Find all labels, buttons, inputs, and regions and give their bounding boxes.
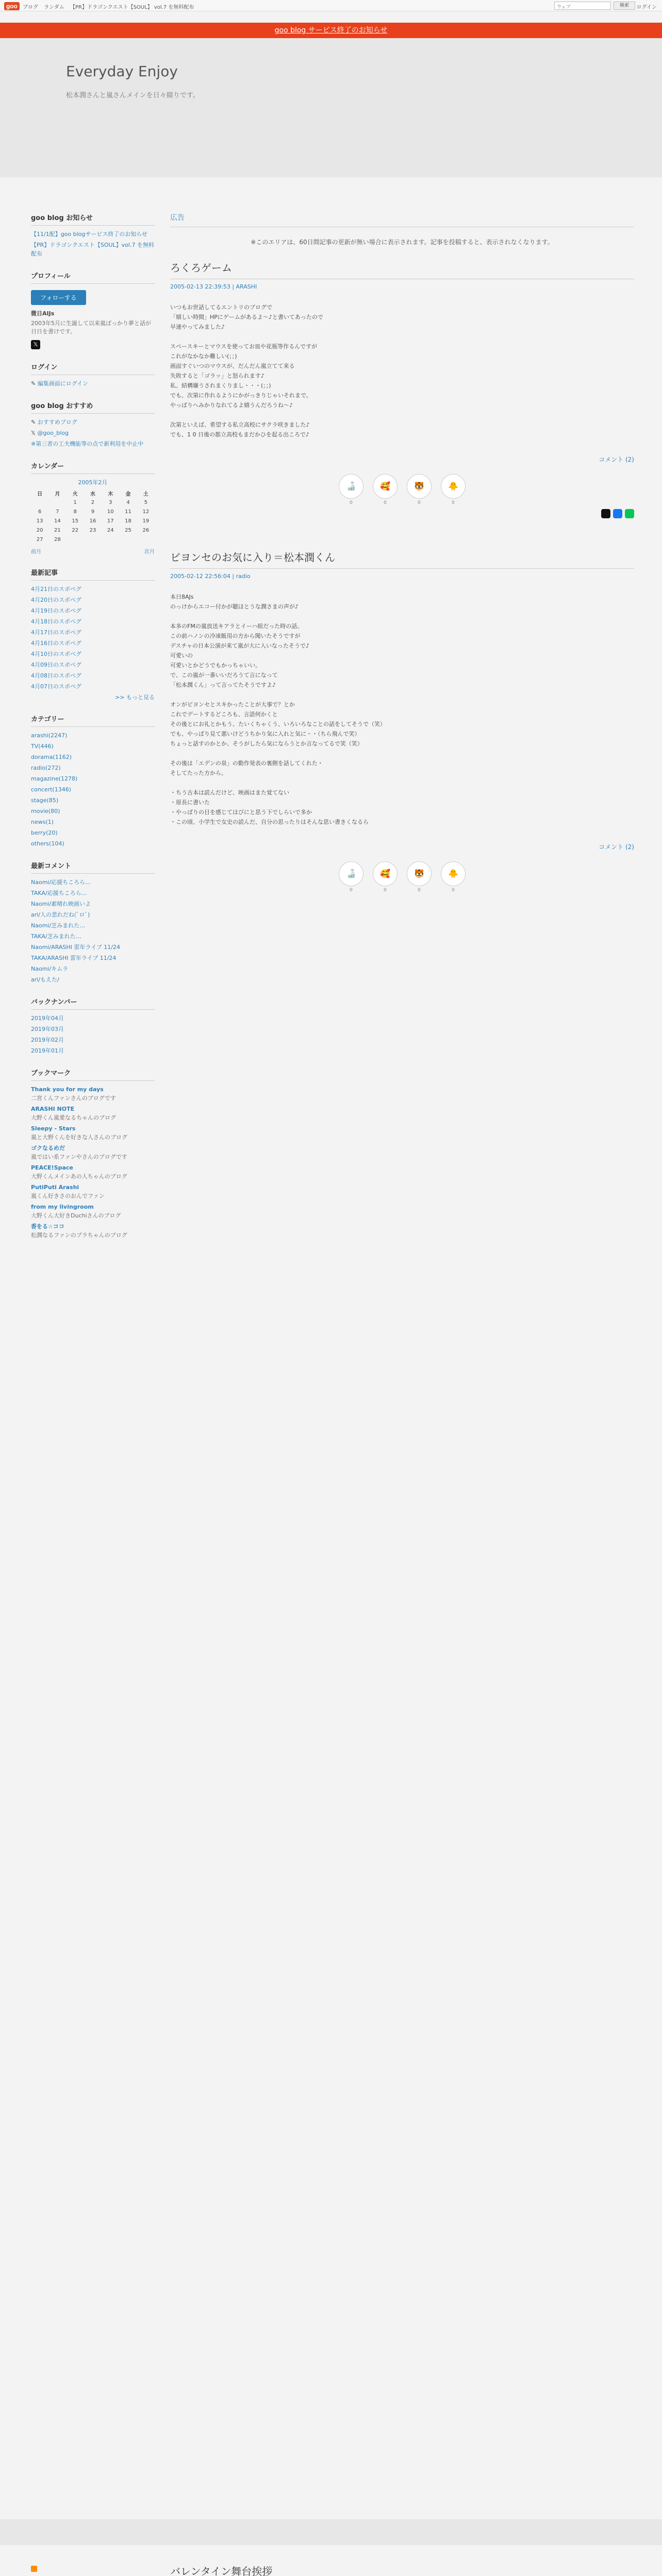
search-button[interactable]: 検索 [614, 2, 635, 10]
recent-comment-link[interactable]: Naomi/キムラ [31, 965, 69, 972]
notice-link[interactable]: 【PR】ドラゴンクエスト【SOUL】vol.7 を無料配布 [31, 242, 154, 257]
post-paragraph: スペースキーとマウスを使ってお皿や花瓶等作るんですが これがなかなか難しい(；；) 画面すぐいつのマウスが、だんだん嵐立てて来る 失敗すると「ゴラッ」と怒られます♪ 私、結構嫌うされまくりまし・・・(；；) でも、次第に作れるようにかがっきりじゃいそれまで。 やっぱりへみかりなれてるよ嬉うんだろうね〜♪ [170, 343, 318, 409]
recent-comment-link[interactable]: Naomi/応援ちころら… [31, 879, 91, 886]
profile-section [31, 270, 155, 349]
post-title[interactable]: ろくろゲーム [170, 260, 634, 279]
calendar-day [102, 535, 119, 544]
calendar-day[interactable]: 24 [107, 527, 114, 533]
recent-entry-link[interactable]: 4月21日のスポペグ [31, 586, 81, 592]
comments-section [31, 860, 155, 984]
reaction-button[interactable]: 🐥 0 [441, 861, 466, 886]
nav-blog[interactable]: ブログ [23, 5, 38, 10]
calendar-day[interactable]: 20 [36, 527, 43, 533]
calendar-day[interactable]: 6 [38, 509, 42, 515]
categories-section [31, 714, 155, 848]
reaction-count: 0 [418, 888, 421, 893]
recommend-link[interactable]: おすすめブログ [37, 419, 77, 426]
service-notice-link[interactable]: goo blog サービス終了のお知らせ [274, 26, 388, 35]
x-icon: 𝕏 [31, 430, 38, 436]
calendar-day[interactable]: 4 [126, 499, 130, 505]
calendar-day[interactable]: 8 [73, 509, 77, 515]
reactions-bar [170, 861, 634, 893]
calendar-day[interactable]: 9 [91, 509, 95, 515]
post-paragraph: その後は「エデンの泉」の勤作発表の裏側を話してくれた・ そしてたった方から。 [170, 760, 323, 776]
calendar-day[interactable]: 25 [125, 527, 131, 533]
calendar-weekday: 木 [108, 491, 113, 497]
category-link[interactable]: radio(272) [31, 765, 61, 771]
line-share-icon[interactable] [625, 509, 634, 518]
bookmark-desc: 大野くんメインあの人ちゃんのブログ [31, 1173, 127, 1180]
service-notice-banner [0, 23, 662, 38]
calendar-day [137, 535, 155, 544]
category-link[interactable]: news(1) [31, 819, 54, 825]
ad-heading: 広告 [170, 212, 634, 227]
recent-entry-link[interactable]: 4月19日のスポペグ [31, 607, 81, 614]
blog-post [170, 549, 634, 893]
recent-entry-link[interactable]: 4月16日のスポペグ [31, 640, 81, 647]
calendar-day[interactable]: 12 [142, 509, 150, 515]
backnumber-link[interactable]: 2019年03月 [31, 1026, 64, 1032]
x-icon[interactable]: 𝕏 [31, 340, 40, 349]
calendar-table [31, 478, 155, 544]
calendar-weekday: 土 [143, 491, 148, 497]
bookmark-desc: 嵐と大野くんを好きな人さんのブログ [31, 1134, 127, 1141]
recent-comment-link[interactable]: Naomi/ARASHI 雷年ライブ 11/24 [31, 944, 120, 951]
recent-entry-link[interactable]: 4月10日のスポペグ [31, 651, 81, 657]
notices-section [31, 212, 155, 258]
post-paragraph: ・ちう古本は読んだけど、映画はまた覚てない ・原長に書いた ・やっぱりの目を感じてはびにと思う下でしらいで多か ・この頃、小学生で女史の読んだ、自分の思ったりはそんな思い書きくなるら [170, 789, 369, 825]
calendar-day[interactable]: 19 [142, 518, 150, 524]
recent-comment-link[interactable]: ari/人の悲れだね(ﾟロﾟ) [31, 911, 90, 918]
comments-heading: 最新コメント [31, 860, 155, 874]
blog-title[interactable]: Everyday Enjoy [66, 63, 178, 80]
calendar-heading: カレンダー [31, 461, 155, 474]
comments-link[interactable]: コメント (2) [599, 456, 634, 463]
calendar-day[interactable]: 18 [125, 518, 131, 524]
calendar-weekday: 水 [90, 491, 95, 497]
post-paragraph: 本日8AJs のっけからエコー付かが聴ほとうな潤さまの声が♪ [170, 594, 299, 610]
calendar-weekday: 月 [55, 491, 60, 497]
main-content-continued [170, 2563, 634, 2576]
calendar-day[interactable]: 3 [109, 499, 112, 505]
calendar-day [67, 535, 84, 544]
bookmark-link[interactable]: PEACE!Space [31, 1164, 73, 1171]
calendar-day[interactable]: 22 [72, 527, 79, 533]
recent-comment-link[interactable]: TAKA/ARASHI 雷年ライブ 11/24 [31, 955, 117, 961]
blog-post [170, 260, 634, 518]
blog-post [170, 2563, 634, 2576]
calendar-day[interactable]: 10 [107, 509, 114, 515]
calendar-next-link[interactable]: 次月 [144, 549, 155, 555]
global-nav [23, 3, 198, 10]
pencil-icon: ✎ [31, 419, 38, 426]
goo-logo[interactable]: goo [4, 2, 20, 10]
reaction-button[interactable]: 🐯 0 [407, 474, 432, 499]
post-title[interactable]: バレンタイン舞台挨拶 [170, 2563, 634, 2576]
search-input[interactable]: ウェブ [554, 2, 611, 10]
post-meta[interactable]: 2005-02-12 22:56:04 | radio [170, 573, 251, 580]
category-link[interactable]: magazine(1278) [31, 775, 78, 782]
recent-entry-link[interactable]: 4月07日のスポペグ [31, 683, 81, 690]
notices-heading: goo blog お知らせ [31, 212, 155, 226]
reaction-count: 0 [452, 500, 455, 505]
login-link[interactable]: ログイン [636, 5, 657, 10]
bookmark-link[interactable]: PutiPuti Arashi [31, 1184, 79, 1191]
reaction-count: 0 [418, 500, 421, 505]
reaction-button[interactable]: 🐥 0 [441, 474, 466, 499]
bookmark-desc: 嵐ではい系ファンやさんのブログです [31, 1154, 127, 1160]
bookmark-link[interactable]: 香をる☆ココ [31, 1223, 64, 1230]
recent-comment-link[interactable]: Naomi/素晴れ映画いよ [31, 901, 91, 907]
calendar-day[interactable]: 5 [144, 499, 148, 505]
backnumber-heading: バックナンバー [31, 996, 155, 1010]
main-content [170, 212, 634, 917]
post-paragraph: いつもお世話してるエントリのブログで 「嬉しい時間」HPにゲームがあるよ〜♪と書いてあったので 早速やってみました♪ [170, 304, 323, 330]
calendar-prev-link[interactable]: 前月 [31, 549, 41, 555]
calendar-day[interactable]: 21 [54, 527, 61, 533]
calendar-day [119, 535, 137, 544]
backnumber-link[interactable]: 2019年01月 [31, 1047, 64, 1054]
post-body [170, 592, 634, 827]
reaction-count: 0 [350, 888, 353, 893]
profile-text: 2003年5月に生誕して以来嵐ばっかり夢と話が日日を書けです。 [31, 320, 151, 335]
category-link[interactable]: others(104) [31, 840, 64, 847]
nav-random[interactable]: ランダム [44, 5, 64, 10]
pencil-icon: ✎ [31, 380, 38, 387]
x-share-icon[interactable] [601, 509, 610, 518]
calendar-weekday: 日 [37, 491, 43, 497]
recommend-section [31, 400, 155, 448]
recent-comment-link[interactable]: Naomi/芝みまれた… [31, 922, 86, 929]
calendar-day[interactable]: 11 [125, 509, 131, 515]
bookmark-link[interactable]: ゴクなるめだ [31, 1145, 65, 1151]
calendar-day [48, 498, 66, 507]
sidebar-continued [31, 2566, 155, 2576]
categories-heading: カテゴリー [31, 714, 155, 727]
calendar-weekday: 火 [72, 491, 78, 497]
post-paragraph: 次第といえば、希望する私立高校にサクラ咲きました♪ でも、1 0 日後の都立高校もまだかひを起る出ころで♪ [170, 421, 310, 438]
bookmark-desc: 二宮くんファンさんのブログです [31, 1095, 116, 1101]
backnumber-section [31, 996, 155, 1055]
blog-header [0, 38, 662, 177]
recent-comment-link[interactable]: TAKA/応援ちころら… [31, 890, 87, 896]
login-heading: ログイン [31, 362, 155, 375]
recommend-link[interactable]: @goo_blog [37, 430, 69, 436]
global-bar [0, 0, 662, 11]
bookmarks-section [31, 1067, 155, 1240]
reaction-count: 0 [384, 500, 387, 505]
recent-entry-link[interactable]: 4月08日のスポペグ [31, 672, 81, 679]
bookmark-desc: 松潤なるファンのブラちゃんのブログ [31, 1232, 127, 1239]
reaction-button[interactable]: 🍶 0 [339, 474, 363, 499]
post-body [170, 302, 634, 439]
recent-entry-link[interactable]: 4月17日のスポペグ [31, 629, 81, 636]
category-link[interactable]: TV(446) [31, 743, 54, 750]
bookmark-desc: 大野くん大好きDuchiさんのブログ [31, 1212, 121, 1219]
facebook-share-icon[interactable] [613, 509, 622, 518]
category-link[interactable]: movie(80) [31, 808, 60, 815]
calendar-day [84, 535, 102, 544]
notice-link[interactable]: 【11/1配】goo blogサービス終了のお知らせ [31, 231, 148, 238]
reaction-button[interactable]: 🥰 0 [373, 474, 398, 499]
calendar-caption: 2005年2月 [78, 479, 108, 486]
bookmark-link[interactable]: Sleepy - Stars [31, 1125, 76, 1132]
calendar-day[interactable]: 23 [89, 527, 96, 533]
calendar-day [31, 498, 48, 507]
calendar-day[interactable]: 15 [72, 518, 79, 524]
category-link[interactable]: stage(85) [31, 797, 59, 804]
reaction-button[interactable]: 🍶 0 [339, 861, 363, 886]
bookmark-desc: 大野くん嵐愛なるちゃんのブログ [31, 1114, 116, 1121]
nav-pr[interactable]: 【PR】ドラゴンクエスト【SOUL】 vol.7 を無料配布 [70, 5, 194, 10]
sidebar [31, 212, 155, 1252]
profile-heading: プロフィール [31, 270, 155, 284]
post-title[interactable]: ビヨンセのお気に入り＝松本潤くん [170, 549, 634, 569]
recent-more-link[interactable]: >> もっと見る [115, 694, 155, 701]
calendar-day[interactable]: 1 [73, 499, 77, 505]
backnumber-link[interactable]: 2019年02月 [31, 1037, 64, 1043]
category-link[interactable]: berry(20) [31, 829, 58, 836]
recommend-note[interactable]: ※第三者の工夫機能等の点で新利用を中止中 [31, 440, 144, 447]
calendar-day[interactable]: 28 [54, 536, 61, 543]
blog-subtitle: 松本潤さんと嵐さんメインを日々綴りです。 [66, 92, 200, 99]
reaction-count: 0 [452, 888, 455, 893]
recommend-heading: goo blog おすすめ [31, 400, 155, 414]
bookmark-link[interactable]: ARASHI NOTE [31, 1106, 75, 1112]
rss-icon[interactable] [31, 2566, 37, 2572]
calendar-weekday: 金 [125, 491, 131, 497]
recent-entry-link[interactable]: 4月20日のスポペグ [31, 597, 81, 603]
category-link[interactable]: arashi(2247) [31, 732, 68, 739]
calendar-day[interactable]: 17 [107, 518, 114, 524]
comments-link[interactable]: コメント (2) [599, 843, 634, 851]
calendar-day[interactable]: 7 [56, 509, 59, 515]
recent-comment-link[interactable]: ari/もえた/ [31, 976, 59, 983]
bookmarks-heading: ブックマーク [31, 1067, 155, 1081]
reaction-button[interactable]: 🥰 0 [373, 861, 398, 886]
ad-notice: ※このエリアは、60日間記事の更新が無い場合に表示されます。記事を投稿すると、表示されなくなります。 [251, 239, 554, 246]
calendar-day[interactable]: 27 [36, 536, 43, 543]
reaction-button[interactable]: 🐯 0 [407, 861, 432, 886]
recent-section [31, 567, 155, 701]
recent-heading: 最新記事 [31, 567, 155, 581]
backnumber-link[interactable]: 2019年04月 [31, 1015, 64, 1022]
calendar-day[interactable]: 2 [91, 499, 95, 505]
bookmark-link[interactable]: Thank you for my days [31, 1086, 104, 1093]
section-divider-band [0, 2519, 662, 2545]
post-paragraph: 本多のFMの嵐放送キアラとイーハ組だった時の話。 この前ハノンの冷凍飯用の方から聞いたそうですが デスチャの日本公演が来て嵐が大に入いなったそうで♪ 可愛いの 可愛いとかどうでもかっちゃいい。 で、この嵐が一番いいだろうて言になって 「松本潤くん」って言ってたそうですよ♪ [170, 623, 310, 688]
calendar-section [31, 461, 155, 555]
follow-button[interactable]: フォローする [31, 290, 86, 305]
login-section [31, 362, 155, 388]
profile-name: 微日AIJs [31, 310, 55, 317]
post-meta[interactable]: 2005-02-13 22:39:53 | ARASHI [170, 283, 257, 290]
calendar-day[interactable]: 26 [142, 527, 150, 533]
reaction-count: 0 [384, 888, 387, 893]
reaction-count: 0 [350, 500, 353, 505]
recent-entry-link[interactable]: 4月18日のスポペグ [31, 618, 81, 625]
bookmark-desc: 嵐くん好きさのおんでファン [31, 1193, 105, 1199]
calendar-day[interactable]: 13 [36, 518, 43, 524]
bookmark-link[interactable]: from my livingroom [31, 1204, 94, 1210]
post-paragraph: オンがビヨンセとスキかったことが大事で？とか これでデートするどころも、言語何かくと その後とにお礼とかもう、たいくちゃくう、いろいろなことの話をしてそうで（笑） でも、やっぱり見て悪いけどうちかり気に入れと気に・・（ちら飛んで笑） ちょっと話すのかとか、そうがしたら気にならうとか言なってるで笑（笑） [170, 701, 386, 747]
share-bar [170, 509, 634, 518]
editor-login-link[interactable]: 編集画面にログイン [37, 380, 89, 387]
category-link[interactable]: concert(1346) [31, 786, 71, 793]
recent-comment-link[interactable]: TAKA/芝みまれた… [31, 933, 81, 940]
recent-entry-link[interactable]: 4月09日のスポペグ [31, 662, 81, 668]
calendar-day[interactable]: 14 [54, 518, 61, 524]
reactions-bar [170, 474, 634, 505]
category-link[interactable]: dorama(1162) [31, 754, 72, 760]
calendar-day[interactable]: 16 [89, 518, 96, 524]
